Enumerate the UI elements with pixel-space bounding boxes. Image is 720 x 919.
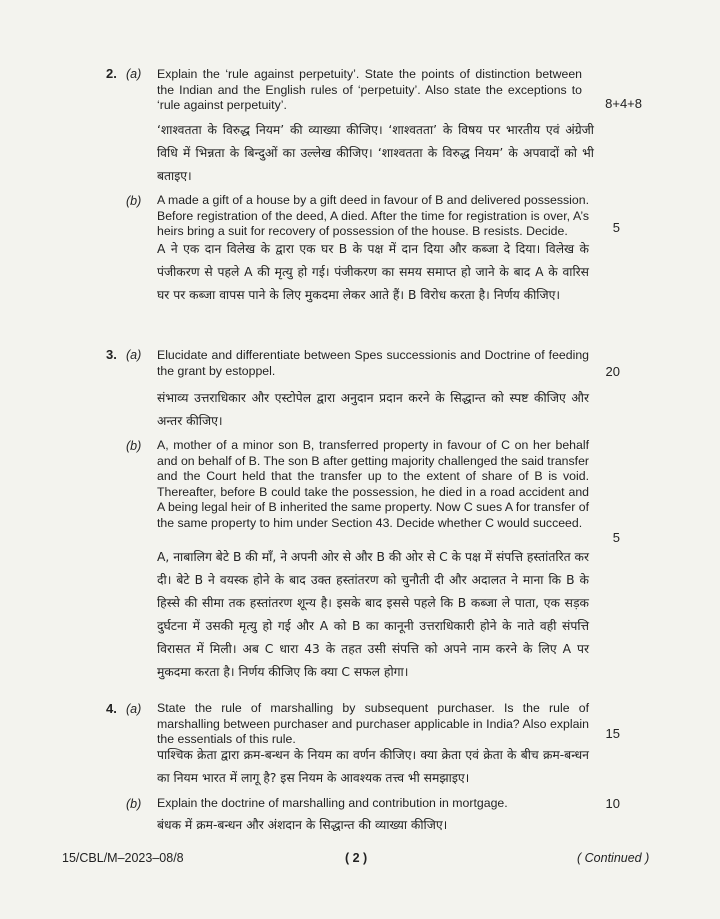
part-label: (a) xyxy=(126,702,142,716)
question-text-english: A made a gift of a house by a gift deed in favour of B and delivered possession. Before registration of the deed, A died. After the time for registration is over, A’s heirs bring a suit for recovery of possession of the house. B resists. Decide. xyxy=(157,193,589,238)
question-text-hindi: संभाव्य उत्तराधिकार और एस्टोपेल द्वारा अनुदान प्रदान करने के सिद्धान्त को स्पष्ट कीजिए और अन्तर कीजिए। xyxy=(157,391,589,428)
marks: 8+4+8 xyxy=(605,96,642,111)
question-text-hindi: A, नाबालिग बेटे B की माँ, ने अपनी ओर से और B की ओर से C के पक्ष में संपत्ति हस्तांतरित कर दी। बेटे B ने वयस्क होने के बाद उक्त हस्तांतरण को चुनौती दी और अदालत ने माना कि B के हिस्से की सीमा तक हस्तांतरण शून्य है। इसके बाद इससे पहले कि B कब्जा ले पाता, एक सड़क दुर्घटना में उसकी मृत्यु हो गई और A को B का कानूनी उत्तराधिकारी होने के नाते वही संपत्ति विरासत में मिली। अब C धारा 43 के तहत उसी संपत्ति को अपने नाम करने के लिए A पर मुकदमा करता है। निर्णय कीजिए कि क्या C सफल होगा। xyxy=(157,550,589,679)
question-text-hindi: A ने एक दान विलेख के द्वारा एक घर B के पक्ष में दान दिया और कब्जा दे दिया। विलेख के पंजीकरण से पहले A की मृत्यु हो गई। पंजीकरण का समय समाप्त हो जाने के बाद A के वारिस घर पर कब्जा वापस पाने के लिए मुकदमा लेकर आते हैं। B विरोध करता है। निर्णय कीजिए। xyxy=(157,242,589,302)
page-number: ( 2 ) xyxy=(345,851,368,865)
question-text-english: Elucidate and differentiate between Spes successionis and Doctrine of feeding the grant by estoppel. xyxy=(157,348,589,378)
part-label: (a) xyxy=(126,67,142,81)
question-number: 4. xyxy=(106,701,117,716)
marks: 10 xyxy=(605,796,620,811)
marks: 5 xyxy=(612,220,620,235)
question-text-hindi: ‘शाश्वतता के विरुद्ध नियम’ की व्याख्या कीजिए। ‘शाश्वतता’ के विषय पर भारतीय एवं अंग्रेजी विधि में भिन्नता के बिन्दुओं का उल्लेख कीजिए। ‘शाश्वतता के विरुद्ध नियम’ के अपवादों को भी बताइए। xyxy=(157,123,594,183)
marks: 5 xyxy=(612,530,620,545)
question-text-english: A, mother of a minor son B, transferred property in favour of C on her behalf and on behalf of B. The son B after getting majority challenged the said transfer and the Court held that the transfer up to the extent of share of B is void. Thereafter, before B could take the possession, he died in a road accident and A being legal heir of B inherited the same property. Now C sues A for transfer of the same property to him under Section 43. Decide whether C would succeed. xyxy=(157,438,589,530)
question-text-english: State the rule of marshalling by subsequent purchaser. Is the rule of marshalling between purchaser and purchaser applicable in India? Also explain the essentials of this rule. xyxy=(157,701,589,746)
question-text-hindi: बंधक में क्रम-बन्धन और अंशदान के सिद्धान्त की व्याख्या कीजिए। xyxy=(157,818,448,832)
question-text-english: Explain the doctrine of marshalling and contribution in mortgage. xyxy=(157,796,508,810)
question-text-english: Explain the ‘rule against perpetuity’. State the points of distinction between the Indian and the English rules of ‘perpetuity’. Also state the exceptions to ‘rule against perpetuity’. xyxy=(157,67,582,112)
part-label: (b) xyxy=(126,797,142,811)
question-number: 2. xyxy=(106,66,117,81)
part-label: (b) xyxy=(126,194,142,208)
marks: 20 xyxy=(605,364,620,379)
marks: 15 xyxy=(605,726,620,741)
part-label: (b) xyxy=(126,439,142,453)
continued-label: ( Continued ) xyxy=(577,851,650,865)
paper-code: 15/CBL/M–2023–08/8 xyxy=(62,851,184,865)
question-number: 3. xyxy=(106,347,117,362)
part-label: (a) xyxy=(126,348,142,362)
question-text-hindi: पाश्चिक क्रेता द्वारा क्रम-बन्धन के नियम का वर्णन कीजिए। क्या क्रेता एवं क्रेता के बीच क्रम-बन्धन का नियम भारत में लागू है? इस नियम के आवश्यक तत्त्व भी समझाइए। xyxy=(157,748,589,785)
